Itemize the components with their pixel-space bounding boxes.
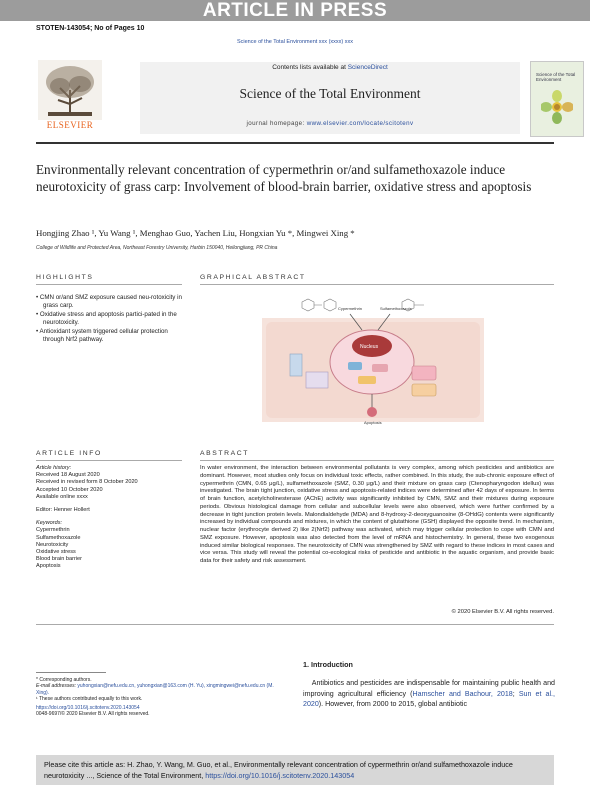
article-info-heading: ARTICLE INFO: [36, 450, 102, 457]
history-item: Received 18 August 2020: [36, 472, 100, 479]
please-cite-box: [36, 755, 554, 785]
highlight-item: • Oxidative stress and apoptosis partici-pated in the neurotoxicity.: [36, 311, 177, 326]
keywords-label: Keywords:: [36, 520, 63, 527]
article-info-rule: [36, 460, 182, 461]
highlight-item: • Antioxidant system triggered cellular protection through Nrf2 pathway.: [36, 328, 168, 343]
ga-label-smz: Sulfamethoxazole: [380, 306, 412, 311]
highlights-heading: HIGHLIGHTS: [36, 274, 94, 281]
highlights-list: [36, 294, 186, 345]
section-divider: [36, 624, 554, 625]
cover-title: Science of the Total Environment: [536, 72, 576, 82]
equal-contribution-note: ¹ These authors contributed equally to this work.: [36, 696, 143, 703]
abstract-text: In water environment, the interaction between environmental pollutants is very complex, among which pesticides and antibiotics are dominant. However, most studies only focus on individual toxic effects, rather combined. In this study, the sub-chronic exposure effect of cypermethrin (CMN, 0.65 μg/L), sulfamethoxazole (SMZ, 0.30 μg/L) and their mixture on grass carp (Ctenopharyngodon idellus) was investigated. The brain tight junction, oxidative stress and apoptosis-related indices were determined after 42 days of exposure. In terms of brain function, acetylcholinesterase (AChE) activity was significantly inhibited by CMN, SMZ and their mixtures during exposure periods. Obvious histological damage from cellular and subcellular levels were also observed, which were further confirmed by a decrease in tight junction protein levels. Malondialdehyde (MDA) and 8-hydroxy-2-deoxyguanosine (8-OHdG) contents were significantly increased by individual compounds and mixtures, in which the content of glutathione (GSH) displayed the opposite trend. In mechanism, nuclear factor (erythrocyte derived 2) like 2(Nrf2) pathway was activated, which may trigger cellular protection to cope with CMN and SMZ exposure. However, apoptosis was also detected from the level of mRNA and histochemistry. In general, these two exogenous induced similar biological responses. The neurotoxicity of CMN was strengthened by SMZ with regard to these indices in most cases and vice versa. This study will reveal the potential co-ecological risks of pesticide and antibiotic in the aquatic organism, and provide basic data for their safety and risk assessment.: [200, 465, 554, 564]
graphical-abstract-figure: [262, 296, 484, 428]
editor: Editor: Henner Hollert: [36, 507, 90, 514]
contents-available-line: [140, 64, 520, 71]
footnotes: [36, 677, 286, 703]
header-divider: [36, 142, 554, 144]
keyword: Blood brain barrier: [36, 556, 83, 563]
graphical-abstract-heading: GRAPHICAL ABSTRACT: [200, 274, 306, 281]
ga-label-cmn: Cypermethrin: [338, 306, 363, 311]
article-info-block: [36, 465, 186, 571]
abstract-heading: ABSTRACT: [200, 450, 250, 457]
cover-flower-icon: [541, 90, 573, 124]
sciencedirect-link[interactable]: ScienceDirect: [347, 64, 388, 71]
please-cite-text: [44, 759, 549, 781]
introduction-text: [303, 678, 555, 710]
citation-link[interactable]: Sun et al., 2020: [303, 689, 555, 708]
keyword: Cypermethrin: [36, 527, 70, 534]
history-item: Available online xxxx: [36, 493, 88, 500]
highlight-item: • CMN or/and SMZ exposure caused neu-rotoxicity in grass carp.: [36, 294, 182, 309]
journal-homepage-line: [140, 120, 520, 127]
abstract-rule: [200, 460, 554, 461]
corresponding-note: * Corresponding authors.: [36, 677, 92, 683]
article-title: Environmentally relevant concentration of cypermethrin or/and sulfamethoxazole induce neurotoxicity of grass carp: Involvement of blood-brain barrier, oxidative stress and apoptosis: [36, 162, 532, 194]
homepage-prefix: journal homepage:: [246, 120, 307, 127]
journal-title: Science of the Total Environment: [239, 86, 421, 101]
manuscript-info: STOTEN-143054; No of Pages 10: [36, 25, 145, 32]
journal-reference-link[interactable]: Science of the Total Environment xxx (xxxx) xxx: [236, 39, 354, 45]
doi-block: [36, 705, 286, 717]
intro-text-part: Antibiotics and pesticides are indispensable for maintaining public health and improving agricultural efficiency (: [303, 679, 556, 698]
highlights-rule: [36, 284, 182, 285]
journal-cover-image: [530, 61, 584, 137]
article-in-press-text: ARTICLE IN PRESS: [202, 0, 388, 21]
elsevier-wordmark: ELSEVIER: [46, 120, 94, 130]
homepage-link[interactable]: www.elsevier.com/locate/scitotenv: [306, 120, 414, 127]
graphical-abstract-rule: [200, 284, 554, 285]
history-label: Article history:: [36, 465, 72, 471]
email-label: E-mail addresses:: [36, 683, 78, 690]
keyword: Sulfamethoxazole: [36, 534, 81, 541]
ga-label-nucleus: Nucleus: [360, 344, 379, 350]
intro-text-part: ). However, from 2000 to 2015, global antibiotic: [318, 700, 468, 708]
keyword: Oxidative stress: [36, 549, 76, 556]
issn-line: 0048-9697/© 2020 Elsevier B.V. All rights reserved.: [36, 711, 150, 718]
ga-label-apoptosis: Apoptosis: [364, 420, 382, 425]
journal-header: [36, 58, 576, 141]
keyword: Apoptosis: [36, 563, 61, 570]
contents-prefix: Contents lists available at: [272, 64, 348, 71]
footnote-rule: [36, 672, 106, 673]
intro-text-part: ;: [512, 689, 519, 698]
cite-prefix: Please cite this article as: H. Zhao, Y. Wang, M. Guo, et al., Environmentally relevant concentration of cypermethrin or/and sulfamethoxazole induce neurotoxicity ..., Science of the Total Environment,: [44, 760, 513, 780]
copyright-line: © 2020 Elsevier B.V. All rights reserved.: [451, 609, 554, 615]
email-links[interactable]: yuhongxian@nefu.edu.cn, yuhongxian@163.com (H. Yu), xingmingwei@nefu.edu.cn (M. Xing).: [36, 683, 274, 696]
history-item: Received in revised form 8 October 2020: [36, 479, 138, 486]
keyword: Neurotoxicity: [36, 541, 69, 548]
doi-link[interactable]: https://doi.org/10.1016/j.scitotenv.2020.143054: [36, 705, 140, 711]
cite-doi-link[interactable]: https://doi.org/10.1016/j.scitotenv.2020.143054: [205, 771, 355, 780]
history-item: Accepted 10 October 2020: [36, 486, 103, 493]
affiliation: College of Wildlife and Protected Area, Northeast Forestry University, Harbin 150040, Heilongjiang, PR China: [36, 245, 278, 251]
citation-link[interactable]: Hamscher and Bachour, 2018: [412, 689, 513, 698]
author-list: Hongjing Zhao ¹, Yu Wang ¹, Menghao Guo, Yachen Liu, Hongxian Yu *, Mingwei Xing *: [36, 228, 355, 238]
introduction-heading: 1. Introduction: [303, 660, 353, 669]
